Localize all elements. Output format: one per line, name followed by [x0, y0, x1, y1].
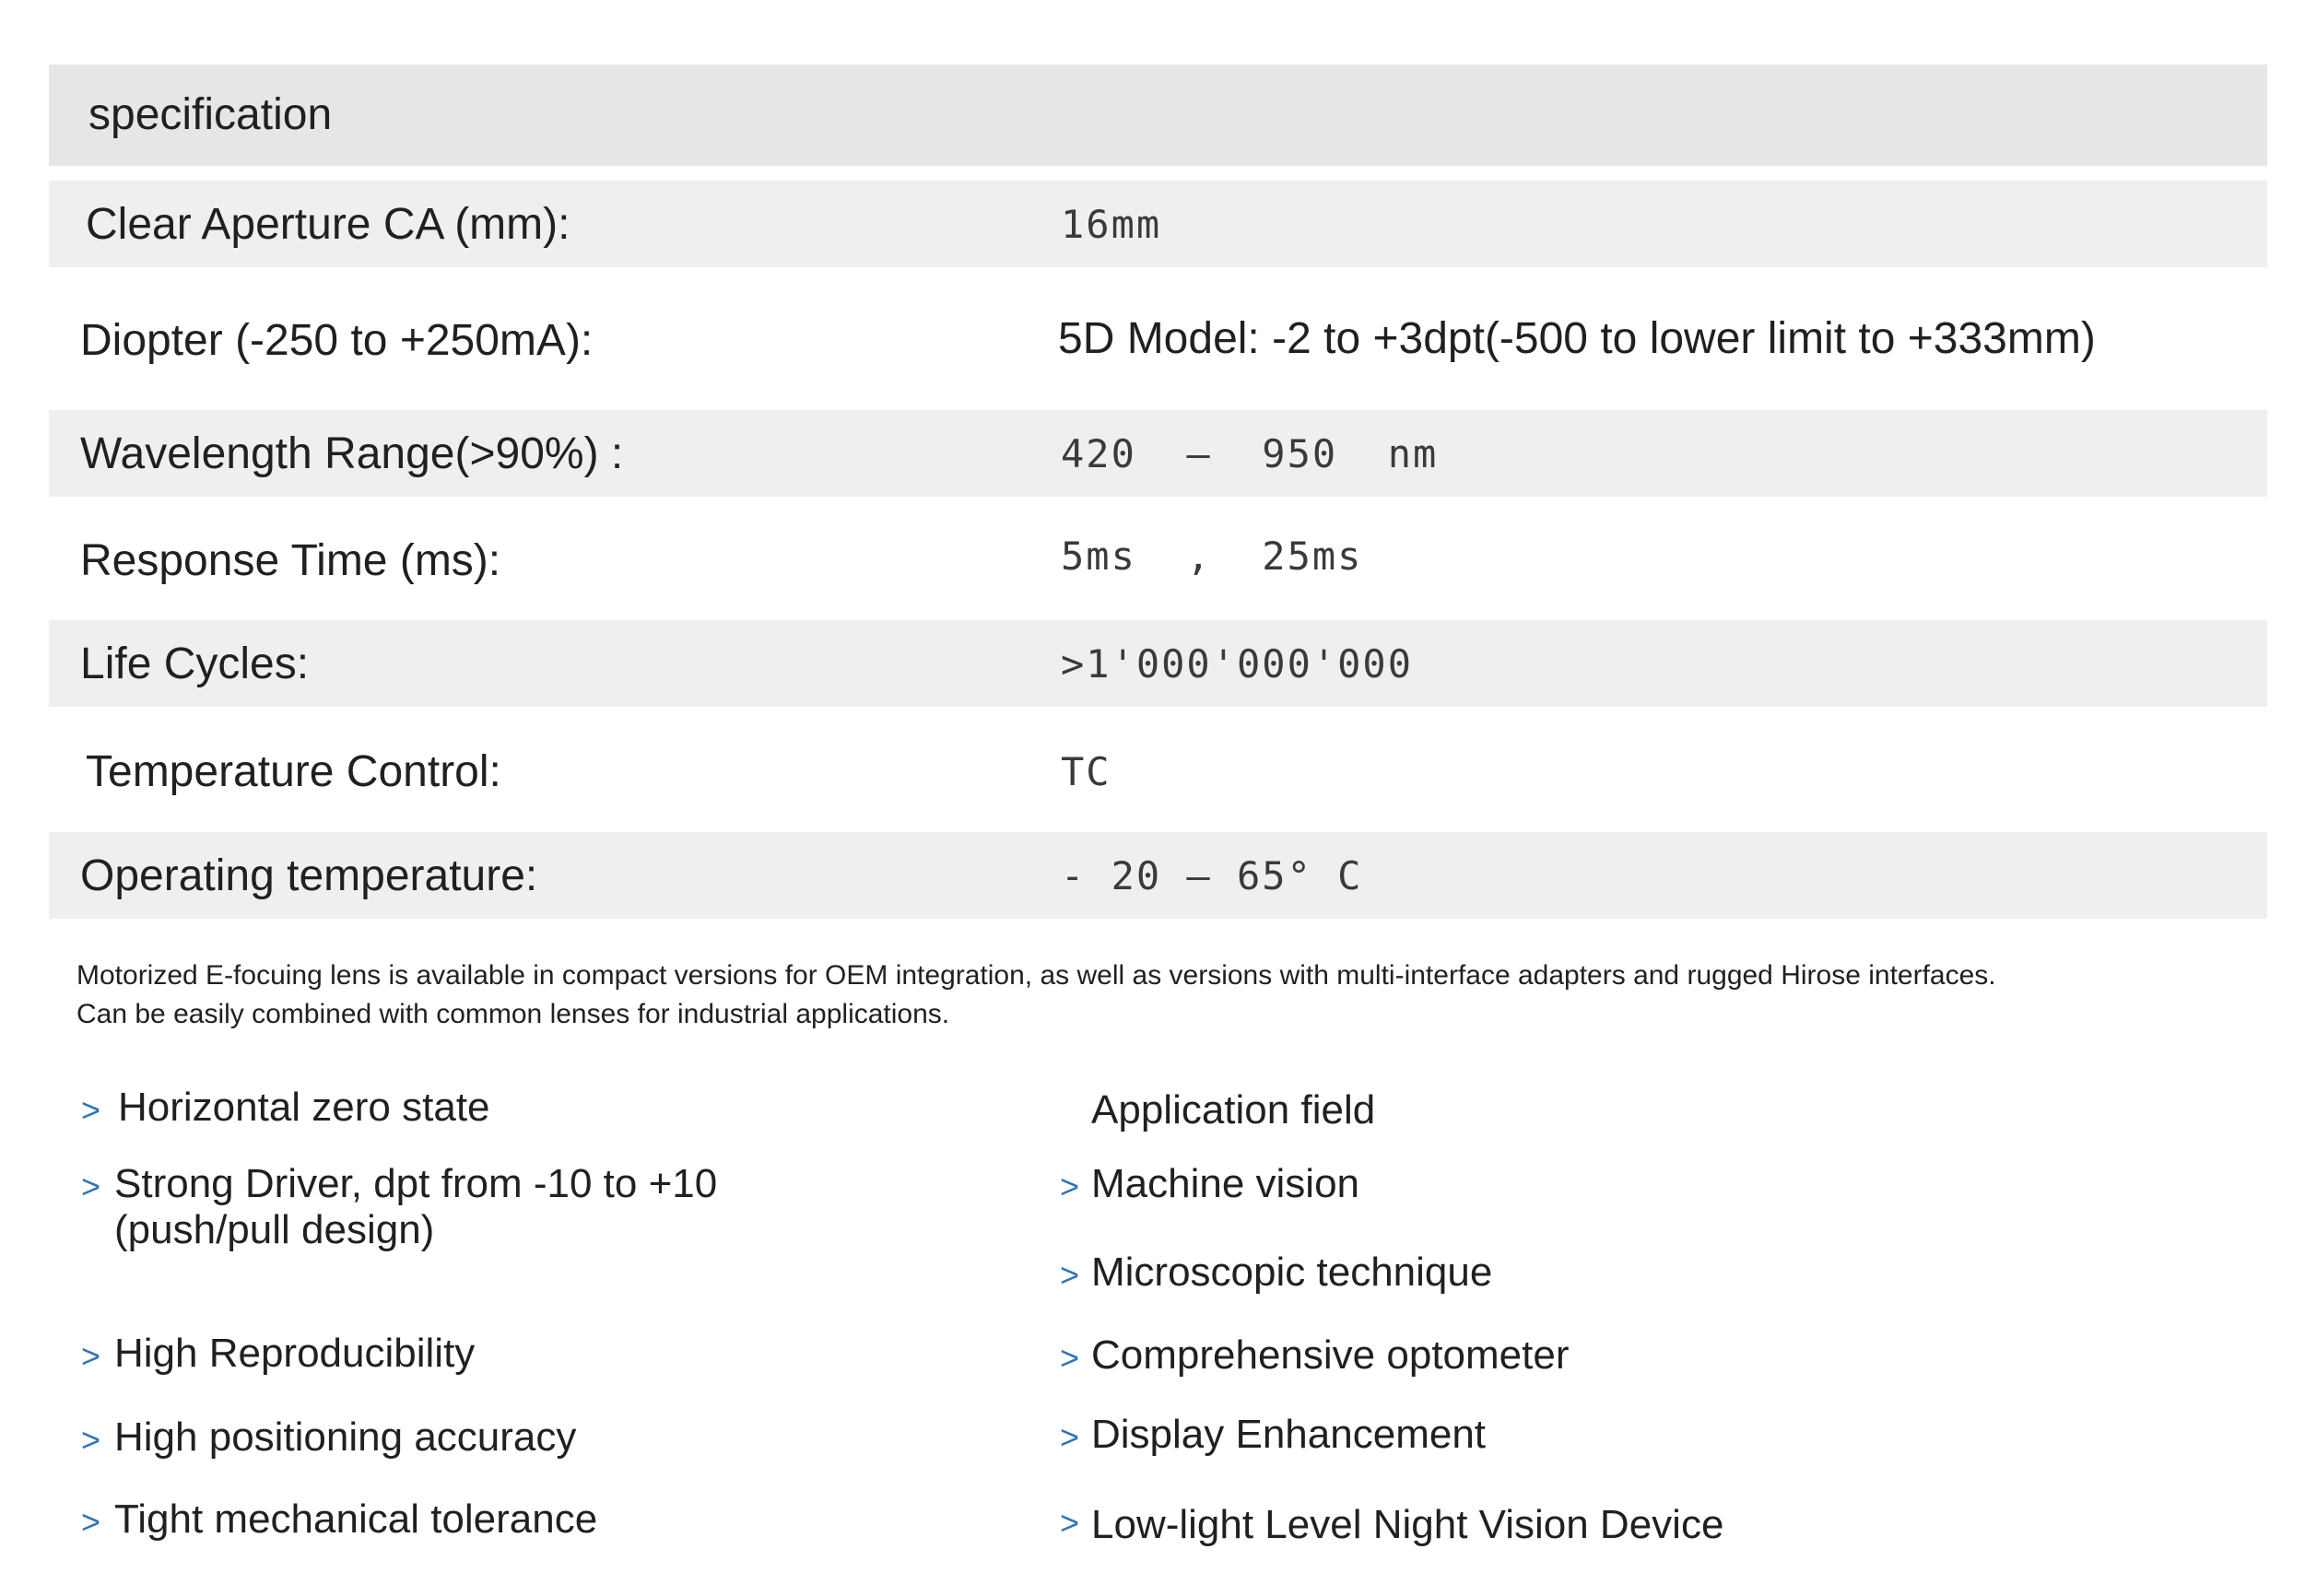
feature-item: Tight mechanical tolerance — [114, 1496, 598, 1542]
spec-value: 16mm — [1061, 201, 1162, 247]
chevron-right-icon: > — [81, 1503, 101, 1541]
spec-row-clear-aperture — [49, 181, 2267, 267]
application-field-heading: Application field — [1091, 1087, 1376, 1132]
chevron-right-icon: > — [81, 1337, 101, 1375]
feature-item-line: (push/pull design) — [114, 1207, 435, 1252]
feature-item: Horizontal zero state — [118, 1085, 490, 1130]
spec-value: 5ms , 25ms — [1061, 533, 1363, 579]
chevron-right-icon: > — [81, 1168, 101, 1205]
chevron-right-icon: > — [1060, 1418, 1080, 1456]
spec-value: 420 — 950 nm — [1061, 430, 1439, 476]
spec-row-wavelength — [49, 410, 2267, 497]
description-line: Motorized E-focuing lens is available in compact versions for OEM integration, as well as versions with multi-interface adapters and rugged Hirose interfaces. — [76, 960, 1996, 991]
chevron-right-icon: > — [1060, 1339, 1080, 1377]
application-item: Microscopic technique — [1091, 1250, 1493, 1295]
spec-row-temperature-control — [49, 728, 2267, 815]
application-item: Low-light Level Night Vision Device — [1091, 1502, 1724, 1547]
chevron-right-icon: > — [1060, 1504, 1080, 1542]
spec-label: Response Time (ms): — [80, 535, 501, 585]
spec-value: - 20 — 65° C — [1061, 852, 1363, 898]
chevron-right-icon: > — [1060, 1168, 1080, 1205]
feature-item-line: Strong Driver, dpt from -10 to +10 — [114, 1161, 718, 1206]
feature-item: High Reproducibility — [114, 1331, 476, 1376]
spec-header-bar — [49, 65, 2267, 166]
spec-value: TC — [1061, 748, 1111, 794]
spec-label: Wavelength Range(>90%) : — [80, 428, 624, 478]
product-description — [76, 956, 2233, 1034]
application-item: Comprehensive optometer — [1091, 1332, 1570, 1378]
description-line: Can be easily combined with common lenses for industrial applications. — [76, 999, 950, 1029]
spec-row-response-time — [49, 516, 2267, 604]
spec-value: >1'000'000'000 — [1061, 640, 1414, 687]
spec-label: Clear Aperture CA (mm): — [86, 199, 570, 249]
spec-row-life-cycles — [49, 620, 2267, 707]
spec-label: Operating temperature: — [80, 851, 538, 900]
spec-label: Diopter (-250 to +250mA): — [80, 315, 594, 365]
spec-row-diopter — [49, 295, 2267, 385]
feature-item: High positioning accuracy — [114, 1414, 577, 1460]
chevron-right-icon: > — [81, 1421, 101, 1459]
spec-label: Life Cycles: — [80, 639, 310, 688]
chevron-right-icon: > — [1060, 1256, 1080, 1294]
application-item: Machine vision — [1091, 1161, 1360, 1206]
application-item: Display Enhancement — [1091, 1412, 1487, 1457]
feature-item — [114, 1161, 717, 1253]
spec-value: 5D Model: -2 to +3dpt(-500 to lower limit to +333mm) — [1058, 313, 2096, 363]
spec-row-operating-temperature — [49, 832, 2267, 919]
chevron-right-icon: > — [81, 1091, 101, 1129]
spec-header-title: specification — [88, 90, 333, 139]
spec-label: Temperature Control: — [86, 746, 501, 796]
